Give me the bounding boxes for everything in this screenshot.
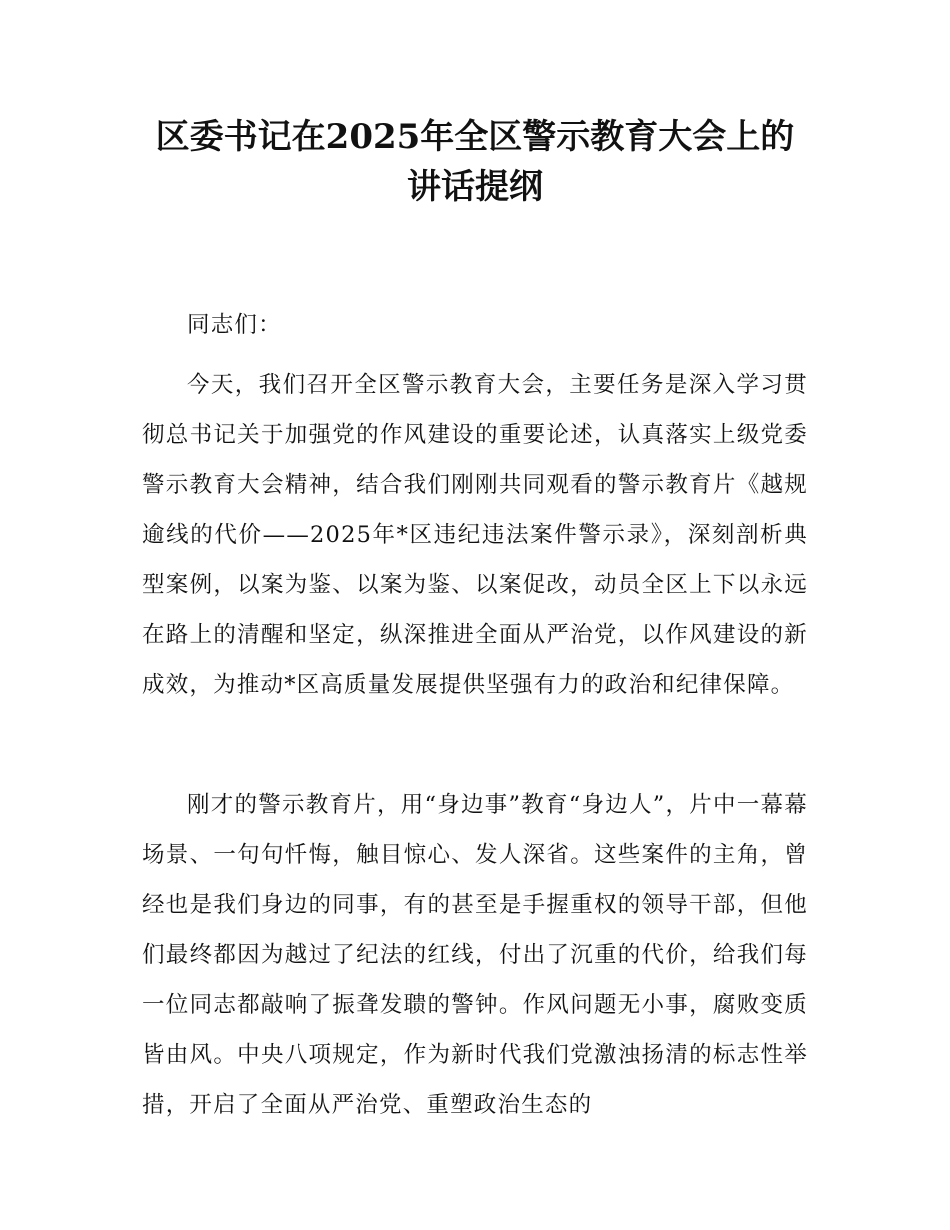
paragraph-warning-film: 刚才的警示教育片，用“身边事”教育“身边人”，片中一幕幕场景、一句句忏悔，触目惊心、发人深省。这些案件的主角，曾经也是我们身边的同事，有的甚至是手握重权的领导干部，但他们最终都因为越过了纪法的红线，付出了沉重的代价，给我们每一位同志都敲响了振聋发聩的警钟。作风问题无小事，腐败变质皆由风。中央八项规定，作为新时代我们党激浊扬清的标志性举措，开启了全面从严治党、重塑政治生态的 <box>142 792 808 1118</box>
paragraph-opening: 今天，我们召开全区警示教育大会，主要任务是深入学习贯彻总书记关于加强党的作风建设的重要论述，认真落实上级党委警示教育大会精神，结合我们刚刚共同观看的警示教育片《越规逾线的代价——2025年*区违纪违法案件警示录》，深刻剖析典型案例，以案为鉴、以案为鉴、以案促改，动员全区上下以永远在路上的清醒和坚定，纵深推进全面从严治党，以作风建设的新成效，为推动*区高质量发展提供坚强有力的政治和纪律保障。 <box>142 372 808 698</box>
document-title: 区委书记在2025年全区警示教育大会上的讲话提纲 <box>155 117 795 207</box>
salutation: 同志们： <box>187 312 282 338</box>
